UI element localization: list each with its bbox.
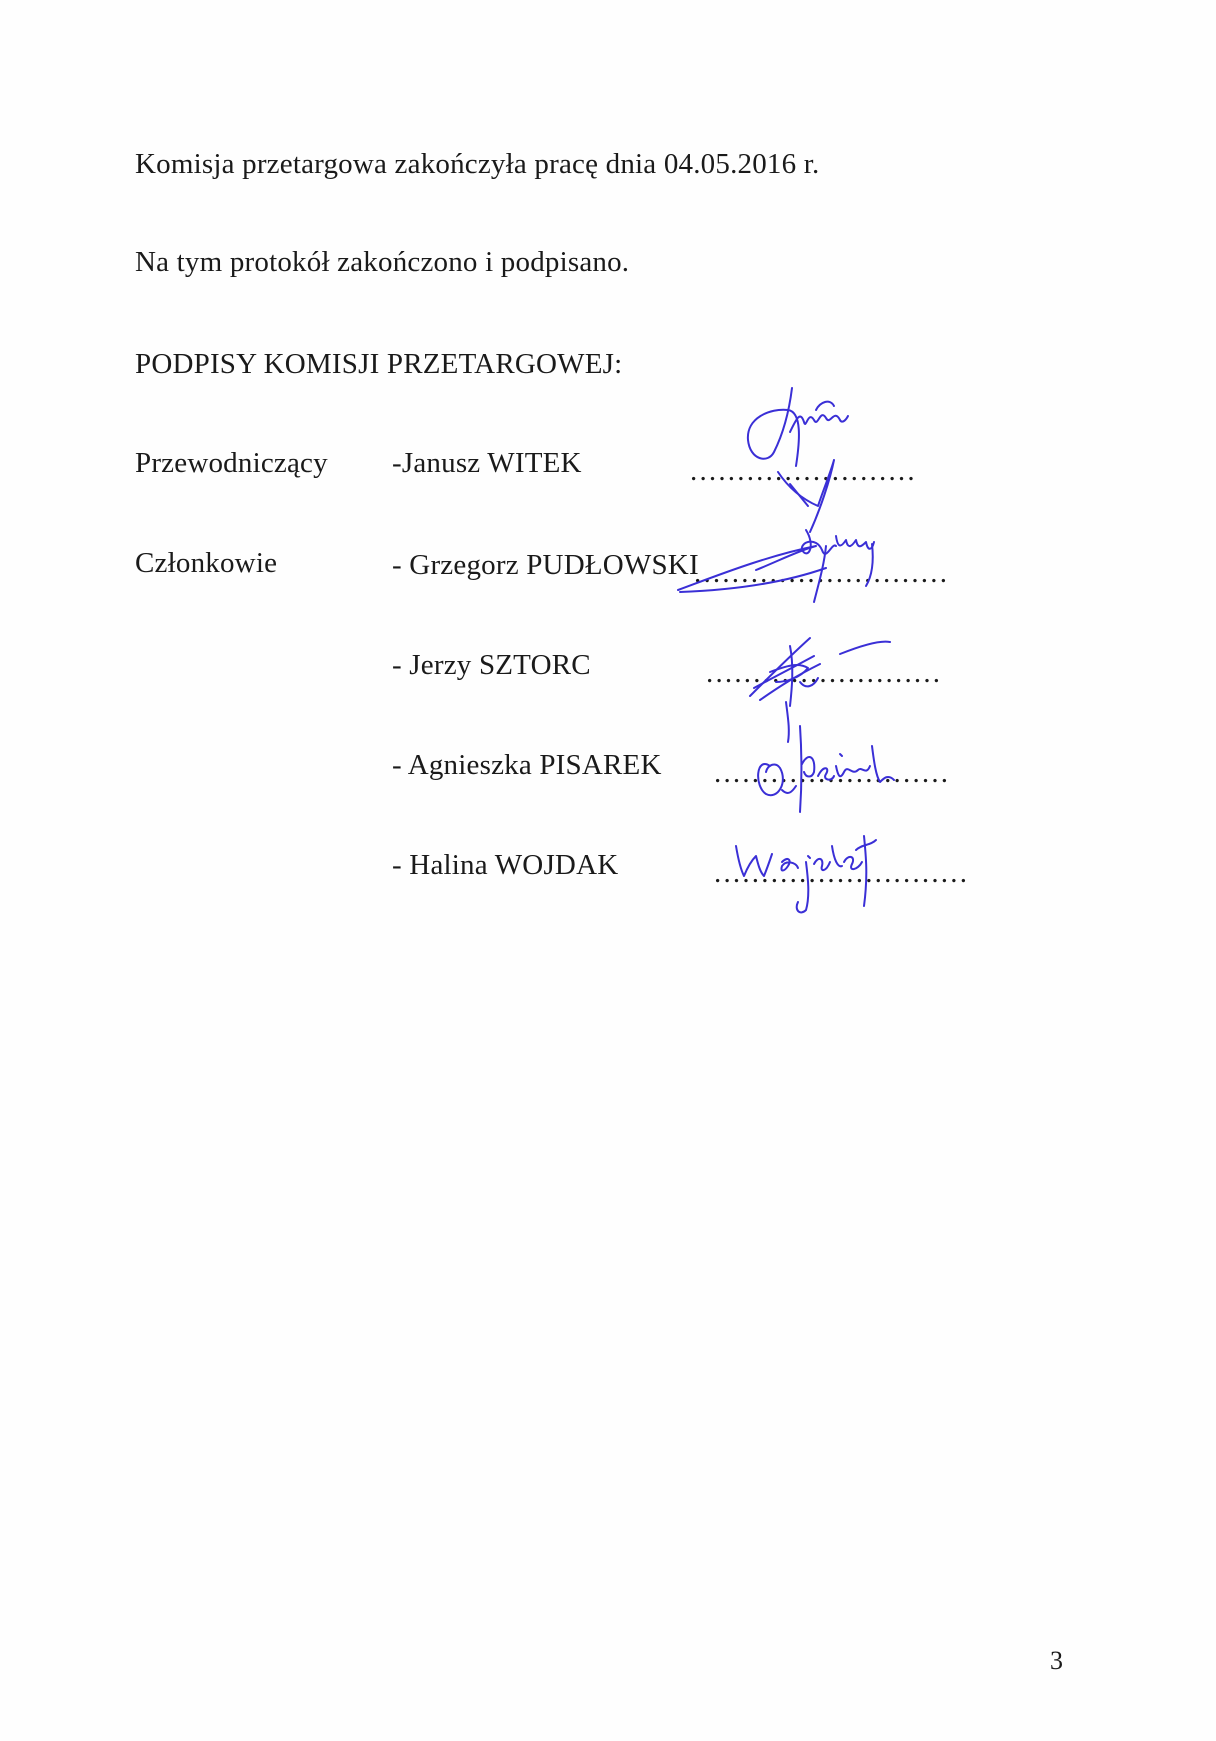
signature-line-pudlowski: ........................... <box>694 557 950 589</box>
member-name-witek: -Janusz WITEK <box>392 447 582 479</box>
signatures-heading: PODPISY KOMISJI PRZETARGOWEJ: <box>135 348 623 380</box>
signature-line-pisarek: ......................... <box>714 757 951 789</box>
page-number: 3 <box>1050 1646 1063 1675</box>
members-role-label: Członkowie <box>135 547 278 579</box>
signature-pudlowski <box>676 506 896 606</box>
signature-wojdak <box>726 806 906 916</box>
member-name-pudlowski: - Grzegorz PUDŁOWSKI <box>392 549 699 581</box>
member-name-wojdak: - Halina WOJDAK <box>392 849 619 881</box>
signature-line-witek: ........................ <box>690 455 917 487</box>
signature-pisarek <box>736 716 916 816</box>
chair-role-label: Przewodniczący <box>135 447 328 479</box>
member-name-pisarek: - Agnieszka PISAREK <box>392 749 662 781</box>
member-name-sztorc: - Jerzy SZTORC <box>392 649 591 681</box>
protocol-sentence: Na tym protokół zakończono i podpisano. <box>135 246 630 278</box>
signature-line-wojdak: ........................... <box>714 857 970 889</box>
closing-sentence: Komisja przetargowa zakończyła pracę dnia 04.05.2016 r. <box>135 148 820 180</box>
signature-line-sztorc: ......................... <box>706 657 943 689</box>
